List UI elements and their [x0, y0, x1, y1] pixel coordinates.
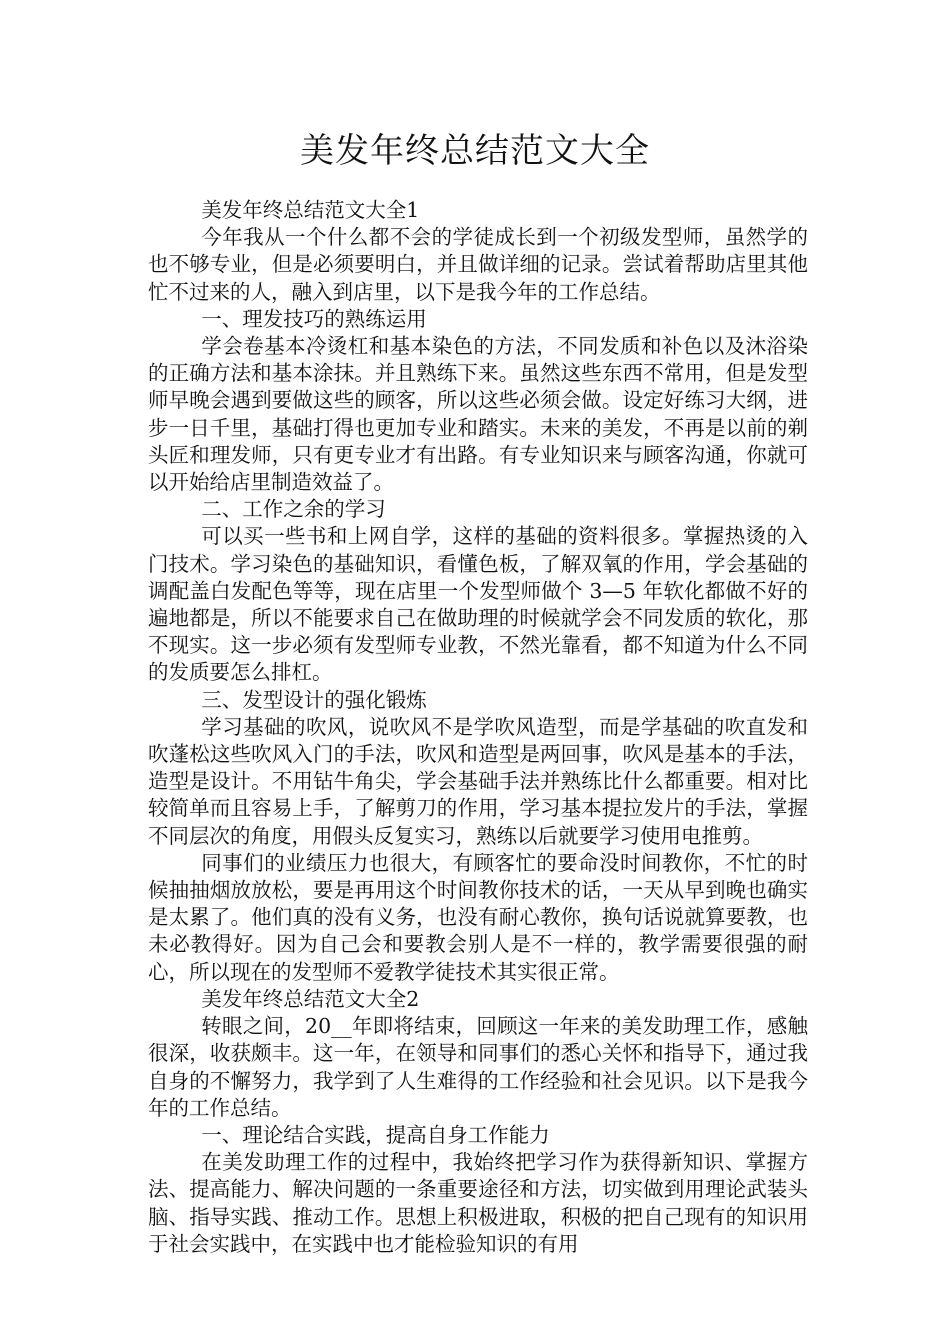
- paragraph: 可以买一些书和上网自学，这样的基础的资料很多。掌握热烫的入门技术。学习染色的基础知识，看懂色板，了解双氧的作用，学会基础的调配盖白发配色等等，现在店里一个发型师做个 3—5 年软化都做不好的遍地都是，所以不能要求自己在做助理的时候就学会不同发质的软化，那不现实。这一步必须有发型师专业教，不然光靠看，都不知道为什么不同的发质要怎么排杠。: [148, 524, 808, 685]
- section-heading: 三、发型设计的强化锻炼: [201, 687, 427, 712]
- section-heading: 一、理论结合实践，提高自身工作能力: [201, 1122, 550, 1147]
- section-heading: 美发年终总结范文大全1: [201, 198, 420, 222]
- paragraph: 今年我从一个什么都不会的学徒成长到一个初级发型师，虽然学的也不够专业，但是必须要明白，并且做详细的记录。尝试着帮助店里其他忙不过来的人，融入到店里，以下是我今年的工作总结。: [148, 225, 808, 304]
- document-title: 美发年终总结范文大全: [300, 131, 650, 171]
- paragraph: 学习基础的吹风，说吹风不是学吹风造型，而是学基础的吹直发和吹蓬松这些吹风入门的手法，吹风和造型是两回事，吹风是基本的手法，造型是设计。不用钻牛角尖，学会基础手法并熟练比什么都重要。相对比较简单而且容易上手，了解剪刀的作用，学习基本提拉发片的手法，掌握不同层次的角度，用假头反复实习，熟练以后就要学习使用电推剪。: [148, 714, 808, 848]
- paragraph: 在美发助理工作的过程中，我始终把学习作为获得新知识、掌握方法、提高能力、解决问题的一条重要途径和方法，切实做到用理论武装头脑、指导实践、推动工作。思想上积极进取，积极的把自己现有的知识用于社会实践中，在实践中也才能检验知识的有用: [148, 1150, 808, 1256]
- paragraph: 同事们的业绩压力也很大，有顾客忙的要命没时间教你，不忙的时候抽抽烟放放松，要是再用这个时间教你技术的话，一天从早到晚也确实是太累了。他们真的没有义务，也没有耐心教你，换句话说就算要教，也未必教得好。因为自己会和要教会别人是不一样的，教学需要很强的耐心，所以现在的发型师不爱教学徒技术其实很正常。: [148, 850, 808, 984]
- paragraph: 转眼之间，20__年即将结束，回顾这一年来的美发助理工作，感触很深，收获颇丰。这一年，在领导和同事们的悉心关怀和指导下，通过我自身的不懈努力，我学到了人生难得的工作经验和社会见识。以下是我今年的工作总结。: [148, 1014, 808, 1120]
- section-heading: 一、理发技巧的熟练运用: [201, 306, 427, 331]
- document-body: [148, 197, 808, 1258]
- section-heading: 二、工作之余的学习: [201, 497, 386, 522]
- paragraph: 学会卷基本冷烫杠和基本染色的方法，不同发质和补色以及沐浴染的正确方法和基本涂抹。并且熟练下来。虽然这些东西不常用，但是发型师早晚会遇到要做这些的顾客，所以这些必须会做。设定好练习大纲，进步一日千里，基础打得也更加专业和踏实。未来的美发，不再是以前的剃头匠和理发师，只有更专业才有出路。有专业知识来与顾客沟通，你就可以开始给店里制造效益了。: [148, 334, 808, 495]
- section-heading: 美发年终总结范文大全2: [201, 986, 420, 1011]
